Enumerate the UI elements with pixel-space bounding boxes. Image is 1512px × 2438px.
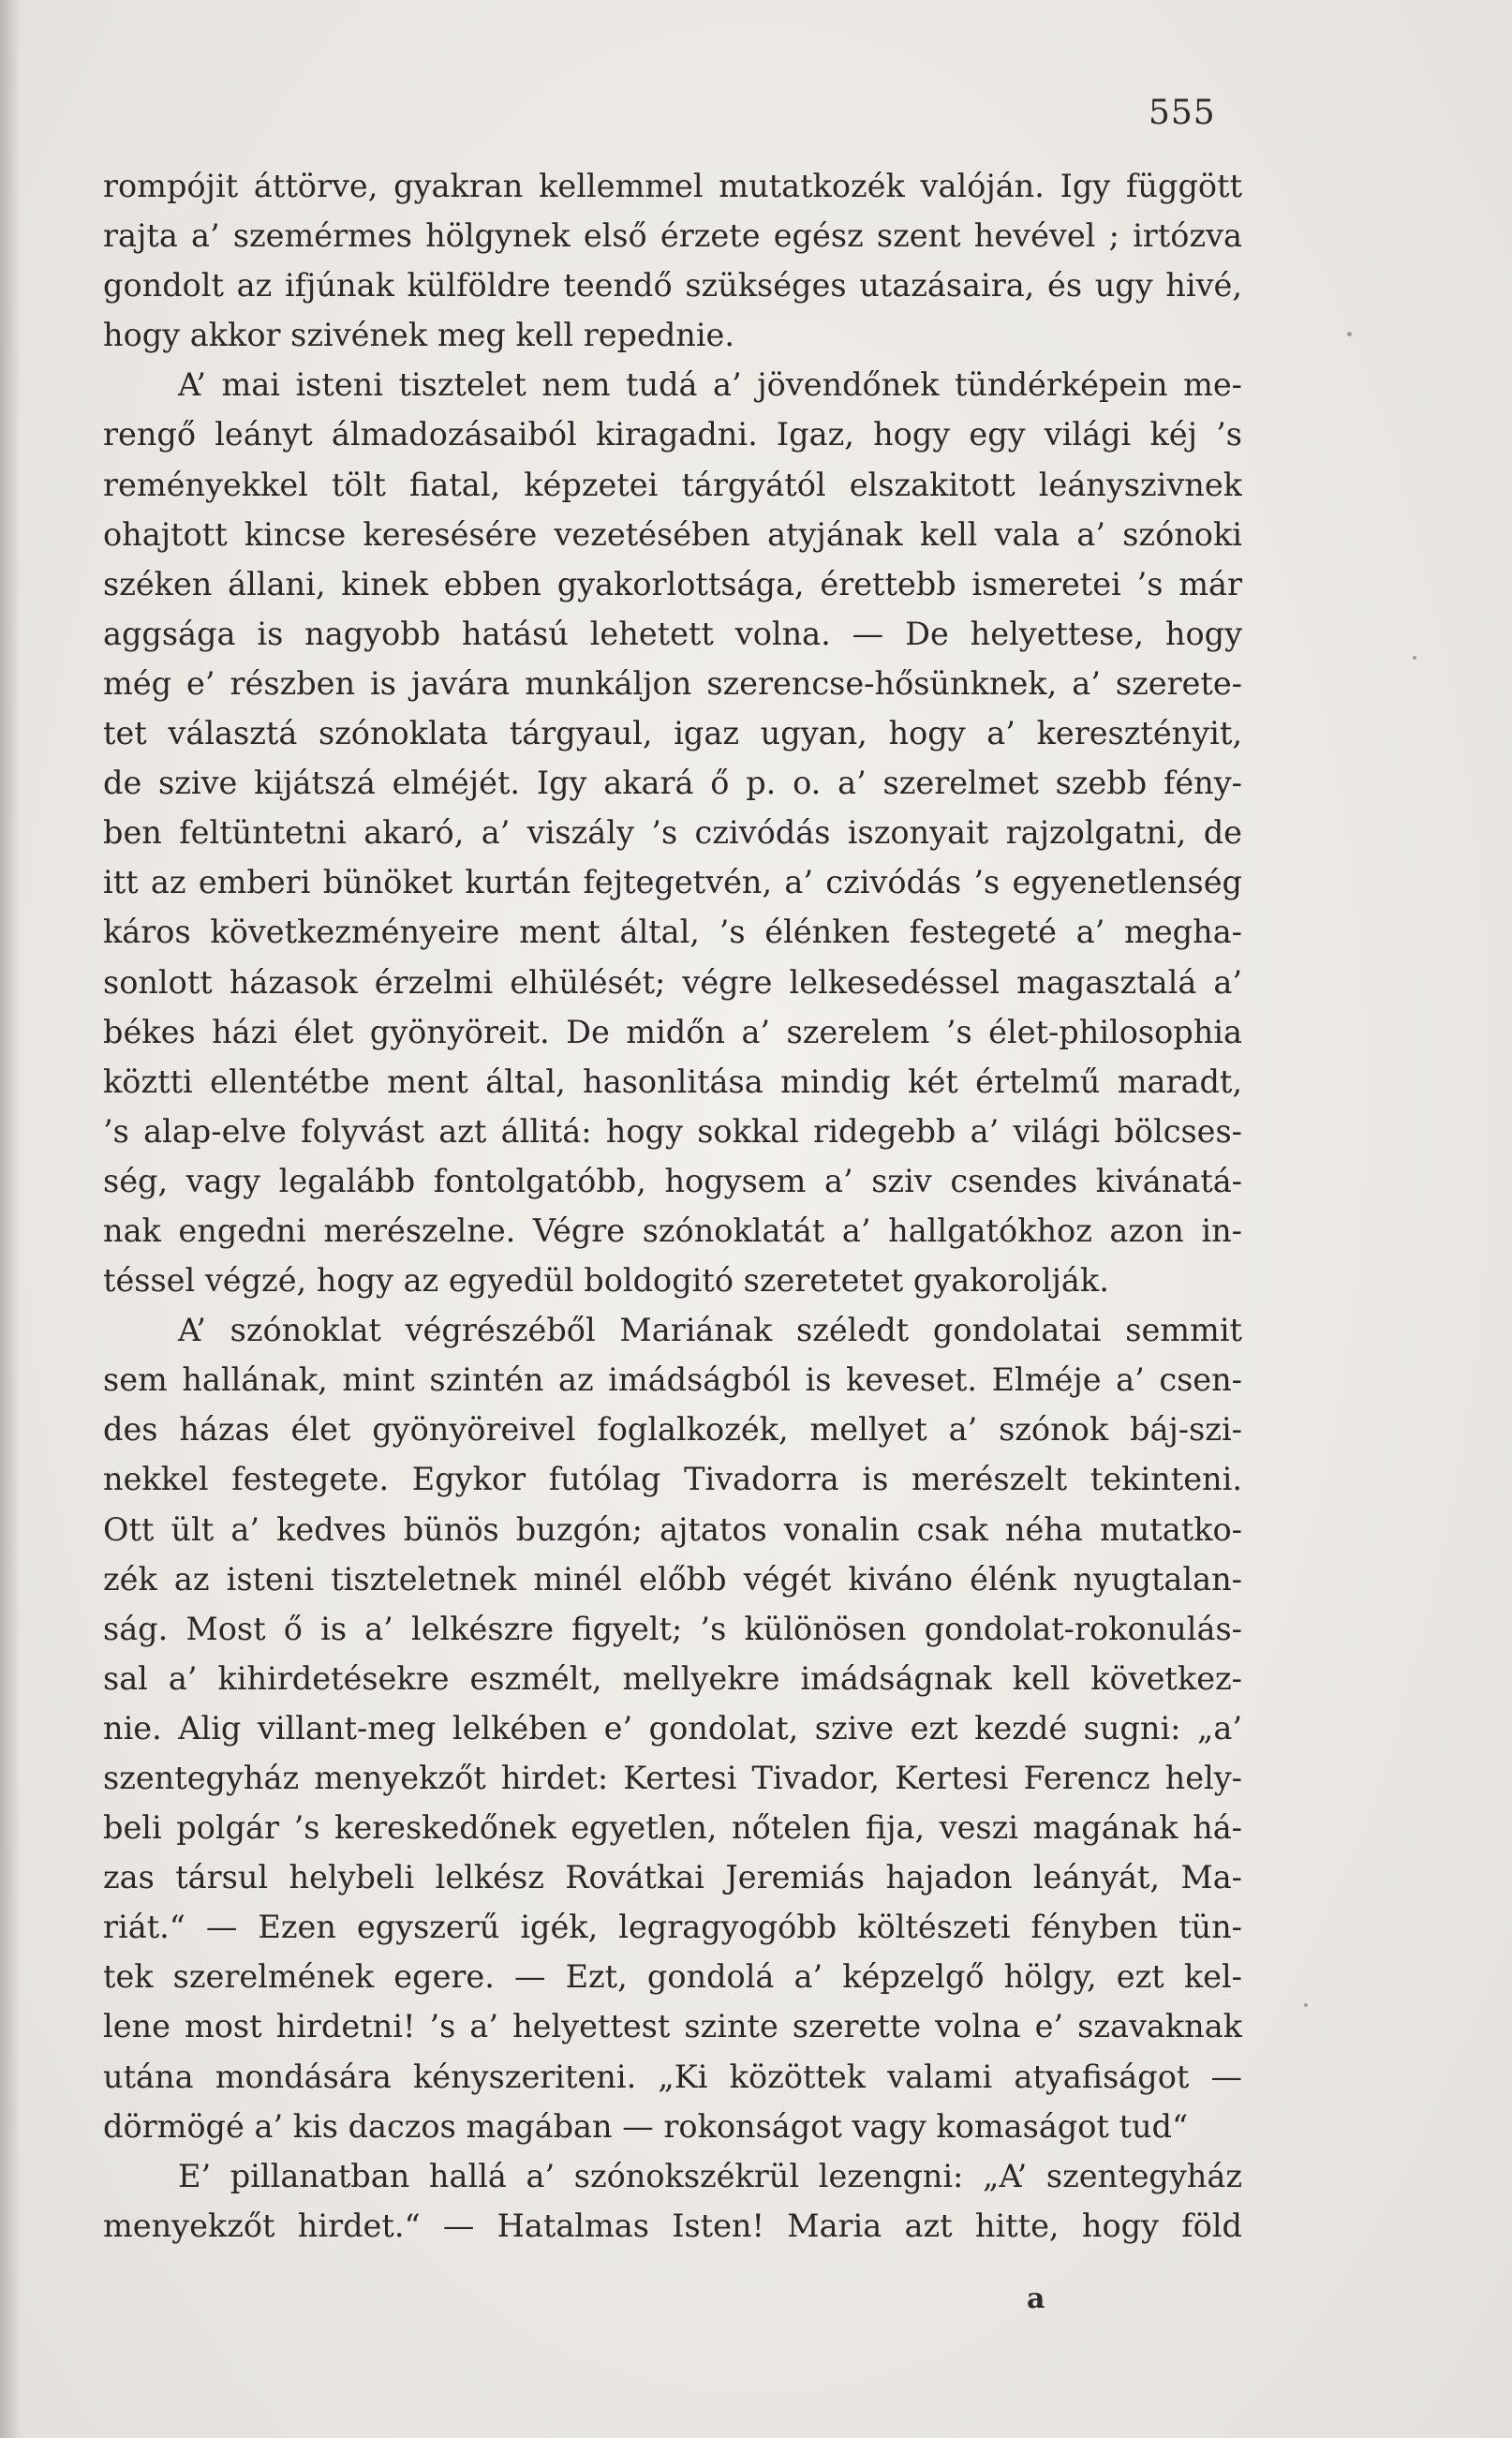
text-line: sonlott házasok érzelmi elhülését; végre lelkesedéssel magasztalá a’ bbox=[103, 963, 1242, 1001]
text-line: dörmögé a’ kis daczos magában — rokonságot vagy komaságot tud“ bbox=[103, 2107, 1189, 2145]
text-line: nie. Alig villant-meg lelkében e’ gondolat, szive ezt kezdé sugni: „a’ bbox=[103, 1709, 1242, 1747]
text-line: ben feltüntetni akaró, a’ viszály ’s czivódás iszonyait rajzolgatni, de bbox=[103, 814, 1242, 852]
text-line: reményekkel tölt fiatal, képzetei tárgyától elszakitott leányszivnek bbox=[103, 466, 1242, 503]
text-line: tek szerelmének egere. — Ezt, gondolá a’ képzelgő hölgy, ezt kel- bbox=[103, 1958, 1242, 1996]
text-line: itt az emberi bünöket kurtán fejtegetvén, a’ czivódás ’s egyenetlenség bbox=[103, 864, 1242, 901]
text-line: beli polgár ’s kereskedőnek egyetlen, nőtelen fija, veszi magának há- bbox=[103, 1809, 1242, 1847]
text-line: ság. Most ő is a’ lelkészre figyelt; ’s különösen gondolat-rokonulás- bbox=[103, 1610, 1242, 1647]
text-line: rengő leányt álmadozásaiból kiragadni. Igaz, hogy egy világi kéj ’s bbox=[103, 416, 1242, 453]
text-line: lene most hirdetni! ’s a’ helyettest szinte szerette volna e’ szavaknak bbox=[103, 2008, 1242, 2045]
paper-speck bbox=[1304, 2003, 1308, 2007]
text-line: rajta a’ szemérmes hölgynek első érzete egész szent hevével ; irtózva bbox=[103, 217, 1242, 255]
text-line: menyekzőt hirdet.“ — Hatalmas Isten! Maria azt hitte, hogy föld bbox=[103, 2207, 1242, 2244]
text-line: rompójit áttörve, gyakran kellemmel mutatkozék valóján. Igy függött bbox=[103, 168, 1242, 204]
text-line: sem hallának, mint szintén az imádságból is keveset. Elméje a’ csen- bbox=[103, 1361, 1242, 1399]
text-line: utána mondására kényszeriteni. „Ki közöttek valami atyafiságot — bbox=[103, 2058, 1242, 2095]
text-line: zék az isteni tiszteletnek minél előbb végét kiváno élénk nyugtalan- bbox=[103, 1560, 1242, 1598]
text-line: de szive kijátszá elméjét. Igy akará ő p. o. a’ szerelmet szebb fény- bbox=[103, 765, 1242, 802]
text-line: ohajtott kincse keresésére vezetésében atyjának kell vala a’ szónoki bbox=[103, 515, 1242, 553]
text-line: A’ szónoklat végrészéből Mariának széledt gondolatai semmit bbox=[178, 1312, 1242, 1349]
text-line: Ott ült a’ kedves bünös buzgón; ajtatos vonalin csak néha mutatko- bbox=[103, 1510, 1242, 1548]
text-line: riát.“ — Ezen egyszerű igék, legragyogóbb költészeti fényben tün- bbox=[103, 1909, 1242, 1946]
signature-mark: a bbox=[1027, 2282, 1045, 2315]
text-line: sal a’ kihirdetésekre eszmélt, mellyekre imádságnak kell következ- bbox=[103, 1659, 1242, 1697]
text-line: hogy akkor szivének meg kell repednie. bbox=[103, 317, 735, 354]
text-line: tet választá szónoklata tárgyaul, igaz ugyan, hogy a’ keresztényit, bbox=[103, 715, 1242, 752]
body-text bbox=[103, 161, 1242, 2251]
text-line: köztti ellentétbe ment által, hasonlitása mindig két értelmű maradt, bbox=[103, 1063, 1242, 1100]
text-line: des házas élet gyönyöreivel foglalkozék, mellyet a’ szónok báj-szi- bbox=[103, 1411, 1242, 1449]
text-line: nekkel festegete. Egykor futólag Tivadorra is merészelt tekinteni. bbox=[103, 1461, 1242, 1498]
text-line: gondolt az ifjúnak külföldre teendő szükséges utazásaira, és ugy hivé, bbox=[103, 267, 1242, 305]
text-line: széken állani, kinek ebben gyakorlottsága, érettebb ismeretei ’s már bbox=[103, 565, 1242, 602]
text-line: E’ pillanatban hallá a’ szónokszékrül lezengni: „A’ szentegyház bbox=[178, 2157, 1242, 2194]
paper-speck bbox=[1413, 656, 1416, 660]
text-line: zas társul helybeli lelkész Rovátkai Jeremiás hajadon leányát, Ma- bbox=[103, 1859, 1242, 1896]
gutter-shadow bbox=[0, 0, 21, 2438]
text-line: aggsága is nagyobb hatású lehetett volna. — De helyettese, hogy bbox=[103, 615, 1242, 652]
text-line: ség, vagy legalább fontolgatóbb, hogysem a’ sziv csendes kivánatá- bbox=[103, 1162, 1242, 1199]
text-line: még e’ részben is javára munkáljon szerencse-hősünknek, a’ szerete- bbox=[103, 664, 1242, 702]
paper-speck bbox=[1347, 332, 1352, 336]
text-line: békes házi élet gyönyöreit. De midőn a’ szerelem ’s élet-philosophia bbox=[103, 1013, 1242, 1050]
text-line: téssel végzé, hogy az egyedül boldogitó szeretetet gyakorolják. bbox=[103, 1262, 1109, 1300]
text-line: káros következményeire ment által, ’s élénken festegeté a’ megha- bbox=[103, 914, 1242, 951]
text-line: ’s alap-elve folyvást azt állitá: hogy sokkal ridegebb a’ világi bölcses- bbox=[103, 1112, 1242, 1150]
text-line: A’ mai isteni tisztelet nem tudá a’ jövendőnek tündérképein me- bbox=[178, 366, 1242, 404]
text-line: szentegyház menyekzőt hirdet: Kertesi Tivador, Kertesi Ferencz hely- bbox=[103, 1760, 1242, 1796]
text-line: nak engedni merészelne. Végre szónoklatát a’ hallgatókhoz azon in- bbox=[103, 1212, 1242, 1249]
page-number: 555 bbox=[1149, 94, 1216, 132]
